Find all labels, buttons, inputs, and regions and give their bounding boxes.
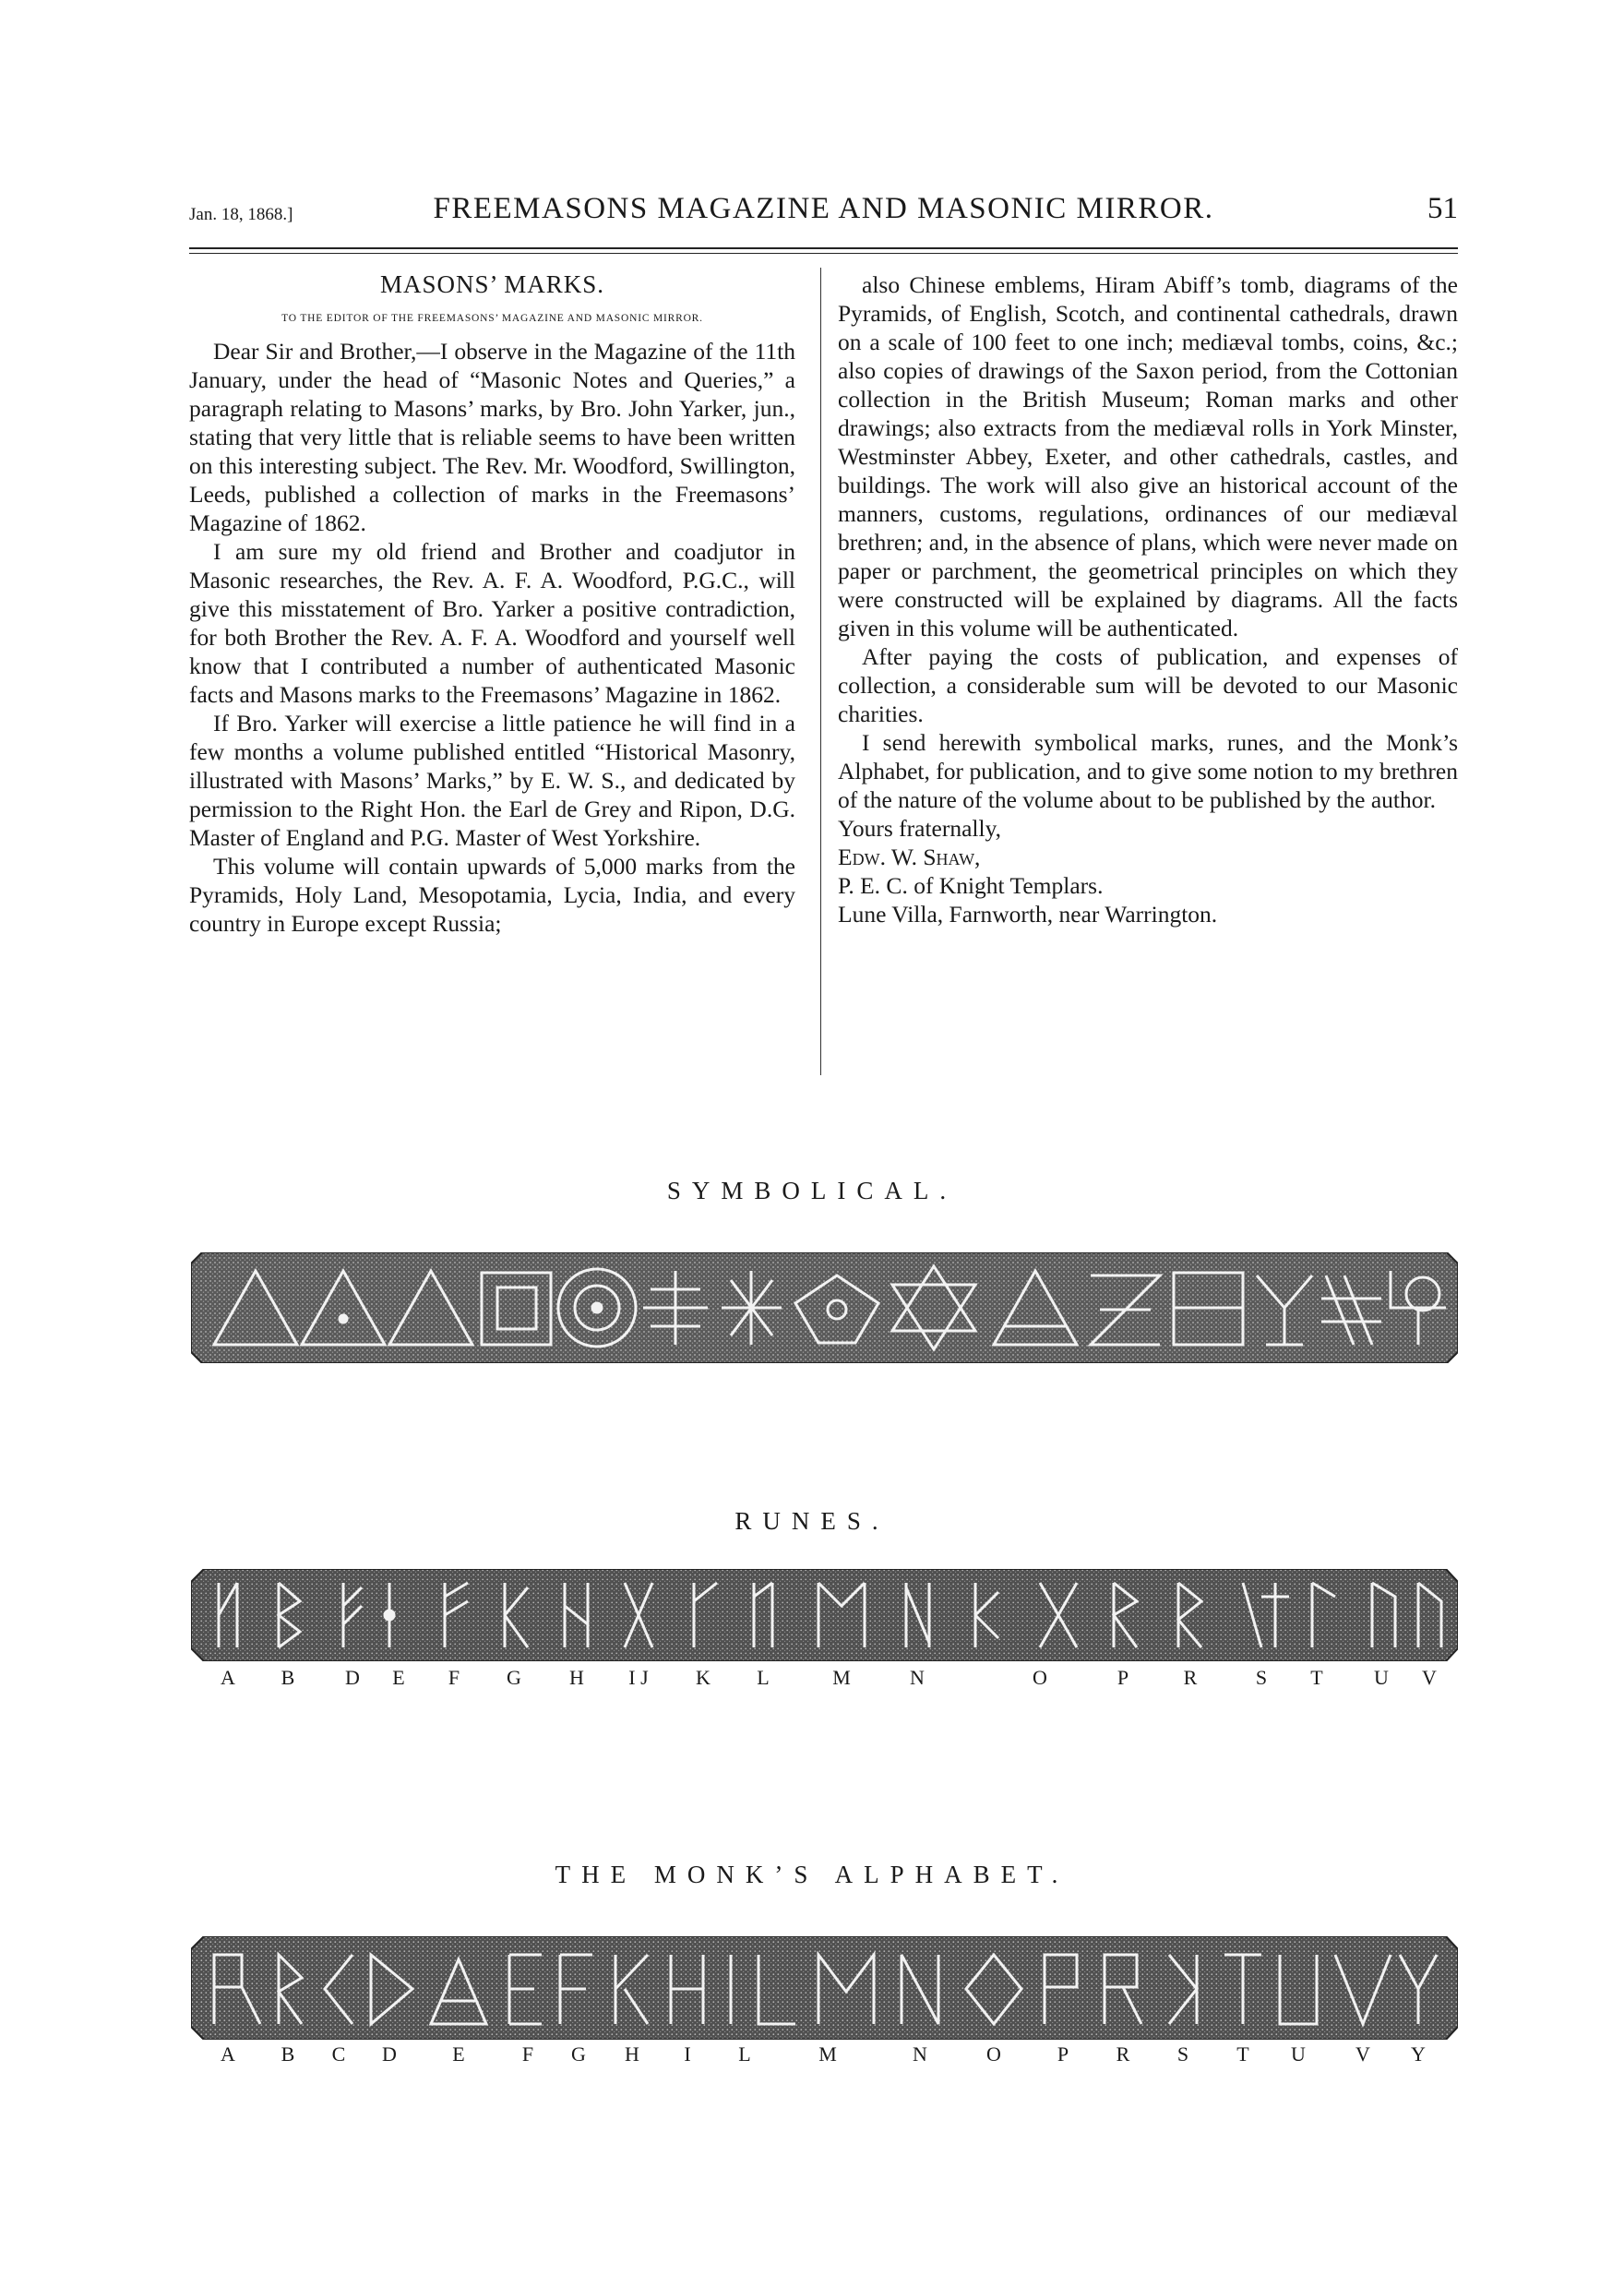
article-dedication: TO THE EDITOR OF THE FREEMASONS’ MAGAZINE AND MASONIC MIRROR. <box>281 313 703 324</box>
monks-letter: G <box>571 2042 586 2065</box>
right-column <box>838 270 1458 928</box>
runes-letter: F <box>448 1666 460 1689</box>
monks-letter: P <box>1057 2042 1069 2065</box>
left-column <box>189 270 795 938</box>
runes-letter: K <box>696 1666 710 1689</box>
monks-alphabet-title: THE MONK’S ALPHABET. <box>555 1861 1069 1888</box>
runes-letter: N <box>910 1666 925 1689</box>
column-divider <box>820 268 821 1075</box>
paragraph: This volume will contain upwards of 5,000 marks from the Pyramids, Holy Land, Mesopotamia, Lycia, India, and every country in Europe except Russia; <box>189 853 795 937</box>
article-title: MASONS’ MARKS. <box>379 270 605 298</box>
symbolical-marks-plate <box>191 1252 1458 1363</box>
symbolical-title: SYMBOLICAL. <box>666 1177 958 1204</box>
page-header <box>189 192 1458 238</box>
runes-key <box>191 1666 1458 1692</box>
rank: P. E. C. of Knight Templars. <box>838 872 1104 899</box>
page-number: 51 <box>1427 192 1458 225</box>
address: Lune Villa, Farnworth, near Warrington. <box>838 901 1218 928</box>
runes-letter: R <box>1183 1666 1198 1689</box>
paragraph: I am sure my old friend and Brother and coadjutor in Masonic researches, the Rev. A. F. A. Woodford, P.G.C., will give this misstatement of Bro. Yarker a positive contradiction, for both Brother the Rev. A. F. A. Woodford and yourself well know that I contributed a number of authenticated Masonic facts and Masons marks to the Freemasons’ Magazine in 1862. <box>189 538 795 708</box>
runes-letter: I J <box>628 1666 649 1689</box>
paragraph: I send herewith symbolical marks, runes, and the Monk’s Alphabet, for publication, and to give some notion to my brethren of the nature of the volume about to be published by the author. <box>838 729 1458 813</box>
runes-letter: O <box>1033 1666 1047 1689</box>
paragraph: Dear Sir and Brother,—I observe in the Magazine of the 11th January, under the head of “Masonic Notes and Queries,” a paragraph relating to Masons’ marks, by Bro. John Yarker, jun., stating that very little that is reliable seems to have been written on this interesting subject. The Rev. Mr. Woodford, Swillington, Leeds, published a collection of marks in the Freemasons’ Magazine of 1862. <box>189 338 795 536</box>
runes-letter: S <box>1255 1666 1268 1689</box>
monks-letter: C <box>331 2042 346 2065</box>
header-rule <box>189 247 1458 249</box>
runes-letter: M <box>832 1666 851 1689</box>
monks-letter: N <box>913 2042 927 2065</box>
monks-letter: Y <box>1411 2042 1426 2065</box>
runes-letter: A <box>221 1666 235 1689</box>
monks-letter: D <box>382 2042 397 2065</box>
monks-letter: F <box>521 2042 534 2065</box>
monks-letter: H <box>625 2042 639 2065</box>
monks-letter: B <box>281 2042 295 2065</box>
monks-letter: I <box>684 2042 691 2065</box>
monks-letter: V <box>1355 2042 1370 2065</box>
monks-letter: L <box>738 2042 751 2065</box>
signature: Edw. W. Shaw, <box>838 844 981 870</box>
runes-letter: P <box>1116 1666 1129 1689</box>
monks-letter: S <box>1176 2042 1189 2065</box>
monks-letter: R <box>1116 2042 1130 2065</box>
monks-alphabet-plate <box>191 1936 1458 2040</box>
monks-letter: O <box>986 2042 1001 2065</box>
runes-letter: D <box>345 1666 360 1689</box>
monks-letter: T <box>1236 2042 1249 2065</box>
issue-date: Jan. 18, 1868.] <box>189 205 293 224</box>
paragraph: also Chinese emblems, Hiram Abiff’s tomb, diagrams of the Pyramids, of English, Scotch, and continental cathedrals, drawn on a scale of 100 feet to one inch; mediæval tombs, coins, &c.; also copies of drawings of the Saxon period, from the Cottonian collection in the British Museum; Roman marks and other drawings; also extracts from the mediæval rolls in York Minster, Westminster Abbey, Exeter, and other cathedrals, castles, and buildings. The work will also give an historical account of the manners, customs, regulations, ordinances of our mediæval brethren; and, in the absence of plans, which were never made on paper or parchment, the geometrical principles on which they were constructed will be explained by diagrams. All the facts given in this volume will be authenticated. <box>838 271 1458 641</box>
header-rule-thin <box>189 253 1458 254</box>
monks-letter: E <box>452 2042 465 2065</box>
runes-plate <box>191 1569 1458 1661</box>
runes-letter: B <box>281 1666 295 1689</box>
runes-letter: L <box>757 1666 770 1689</box>
runes-letter: T <box>1310 1666 1323 1689</box>
monks-letter: A <box>221 2042 235 2065</box>
closing: Yours fraternally, <box>838 815 1002 842</box>
runes-letter: V <box>1422 1666 1437 1689</box>
monks-letter: M <box>818 2042 837 2065</box>
running-title: FREEMASONS MAGAZINE AND MASONIC MIRROR. <box>433 192 1214 225</box>
paragraph: After paying the costs of publication, and expenses of collection, a considerable sum will be devoted to our Masonic charities. <box>838 643 1458 727</box>
runes-letter: U <box>1374 1666 1389 1689</box>
runes-letter: H <box>569 1666 584 1689</box>
monks-alphabet-key <box>191 2042 1458 2068</box>
monks-letter: U <box>1291 2042 1306 2065</box>
paragraph: If Bro. Yarker will exercise a little patience he will find in a few months a volume published entitled “Historical Masonry, illustrated with Masons’ Marks,” by E. W. S., and dedicated by permission to the Right Hon. the Earl de Grey and Ripon, D.G. Master of England and P.G. Master of West Yorkshire. <box>189 710 795 851</box>
runes-letter: G <box>507 1666 521 1689</box>
runes-letter: E <box>392 1666 405 1689</box>
runes-title: RUNES. <box>734 1507 890 1535</box>
